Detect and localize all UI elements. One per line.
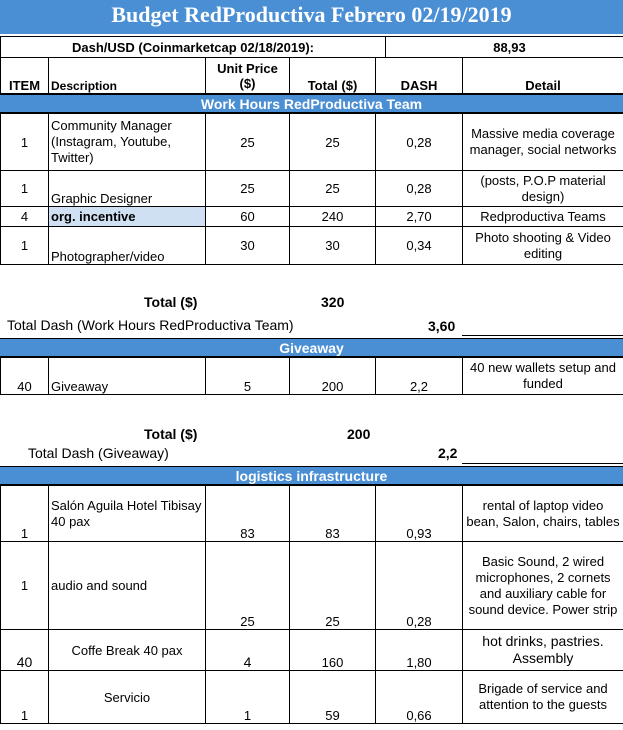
item-cell: 4 — [1, 207, 49, 227]
dash-cell: 0,28 — [376, 114, 463, 171]
giveaway-dash-label: Total Dash (Giveaway) — [28, 445, 169, 461]
total-cell: 59 — [290, 671, 376, 724]
detail-cell: (posts, P.O.P material design) — [463, 171, 623, 207]
description-cell: Salón Aguila Hotel Tibisay 40 pax — [49, 486, 206, 542]
header-dash: DASH — [376, 58, 463, 94]
description-cell: Graphic Designer — [49, 171, 206, 207]
dash-cell: 0,34 — [376, 227, 463, 265]
giveaway-dash-underline — [462, 463, 623, 464]
table-row — [1, 358, 623, 395]
dash-cell: 2,70 — [376, 207, 463, 227]
table-row — [1, 227, 623, 265]
dash-cell: 0,28 — [376, 542, 463, 630]
total-cell: 25 — [290, 114, 376, 171]
giveaway-dash-value: 2,2 — [438, 445, 458, 461]
description-cell: Photographer/video — [49, 227, 206, 265]
table-row — [1, 114, 623, 171]
item-cell: 1 — [1, 671, 49, 724]
total-cell: 30 — [290, 227, 376, 265]
dash-cell: 1,80 — [376, 630, 463, 671]
description-cell: Giveaway — [49, 358, 206, 395]
unit-price-cell: 5 — [206, 358, 290, 395]
total-cell: 25 — [290, 542, 376, 630]
giveaway-table — [0, 357, 623, 395]
unit-price-cell: 83 — [206, 486, 290, 542]
description-cell: Coffe Break 40 pax — [49, 630, 206, 671]
header-item: ITEM — [1, 58, 49, 94]
unit-price-cell: 25 — [206, 542, 290, 630]
table-row — [1, 486, 623, 542]
total-cell: 200 — [290, 358, 376, 395]
detail-cell: rental of laptop video bean, Salon, chairs, tables — [463, 486, 623, 542]
table-row — [1, 207, 623, 227]
giveaway-total-label: Total ($) — [144, 426, 198, 442]
table-row — [1, 171, 623, 207]
total-cell: 240 — [290, 207, 376, 227]
unit-price-cell: 30 — [206, 227, 290, 265]
dash-cell: 2,2 — [376, 358, 463, 395]
detail-cell: 40 new wallets setup and funded — [463, 358, 623, 395]
item-cell: 1 — [1, 114, 49, 171]
sheet-title: Budget RedProductiva Febrero 02/19/2019 — [0, 0, 623, 34]
work-hours-table — [0, 113, 623, 265]
rate-row-table — [0, 36, 623, 58]
work-dash-label: Total Dash (Work Hours RedProductiva Team) — [7, 317, 294, 333]
work-dash-value: 3,60 — [428, 318, 456, 334]
work-total-label: Total ($) — [144, 294, 198, 310]
item-cell: 1 — [1, 227, 49, 265]
header-description: Description — [49, 58, 206, 94]
total-cell: 160 — [290, 630, 376, 671]
dash-cell: 0,93 — [376, 486, 463, 542]
unit-price-cell: 25 — [206, 171, 290, 207]
item-cell: 1 — [1, 486, 49, 542]
header-total: Total ($) — [290, 58, 376, 94]
section-title-giveaway: Giveaway — [0, 338, 623, 357]
detail-cell: Massive media coverage manager, social networks — [463, 114, 623, 171]
work-total-value: 320 — [321, 294, 345, 310]
work-dash-underline — [462, 335, 623, 336]
section-title-work-hours: Work Hours RedProductiva Team — [0, 94, 623, 113]
description-cell: org. incentive — [49, 207, 206, 227]
logistics-table — [0, 485, 623, 724]
unit-price-cell: 60 — [206, 207, 290, 227]
detail-cell: Basic Sound, 2 wired microphones, 2 cornets and auxiliary cable for sound device. Power strip — [463, 542, 623, 630]
column-headers — [0, 57, 623, 94]
detail-cell: Redproductiva Teams — [463, 207, 623, 227]
item-cell: 40 — [1, 630, 49, 671]
total-cell: 83 — [290, 486, 376, 542]
dash-cell: 0,28 — [376, 171, 463, 207]
detail-cell: Photo shooting & Video editing — [463, 227, 623, 265]
description-cell: Servicio — [49, 671, 206, 724]
table-row — [1, 630, 623, 671]
detail-cell: hot drinks, pastries. Assembly — [463, 630, 623, 671]
item-cell: 1 — [1, 171, 49, 207]
section-title-logistics: logistics infrastructure — [0, 466, 623, 485]
table-row — [1, 542, 623, 630]
description-cell: Community Manager (Instagram, Youtube, Twitter) — [49, 114, 206, 171]
unit-price-cell: 1 — [206, 671, 290, 724]
rate-label: Dash/USD (Coinmarketcap 02/18/2019): — [1, 37, 386, 58]
item-cell: 40 — [1, 358, 49, 395]
item-cell: 1 — [1, 542, 49, 630]
header-unit-price: Unit Price ($) — [206, 58, 290, 94]
rate-value: 88,93 — [386, 37, 623, 58]
unit-price-cell: 25 — [206, 114, 290, 171]
dash-cell: 0,66 — [376, 671, 463, 724]
total-cell: 25 — [290, 171, 376, 207]
table-row — [1, 671, 623, 724]
unit-price-cell: 4 — [206, 630, 290, 671]
header-detail: Detail — [463, 58, 623, 94]
giveaway-total-value: 200 — [347, 426, 371, 442]
description-cell: audio and sound — [49, 542, 206, 630]
detail-cell: Brigade of service and attention to the guests — [463, 671, 623, 724]
